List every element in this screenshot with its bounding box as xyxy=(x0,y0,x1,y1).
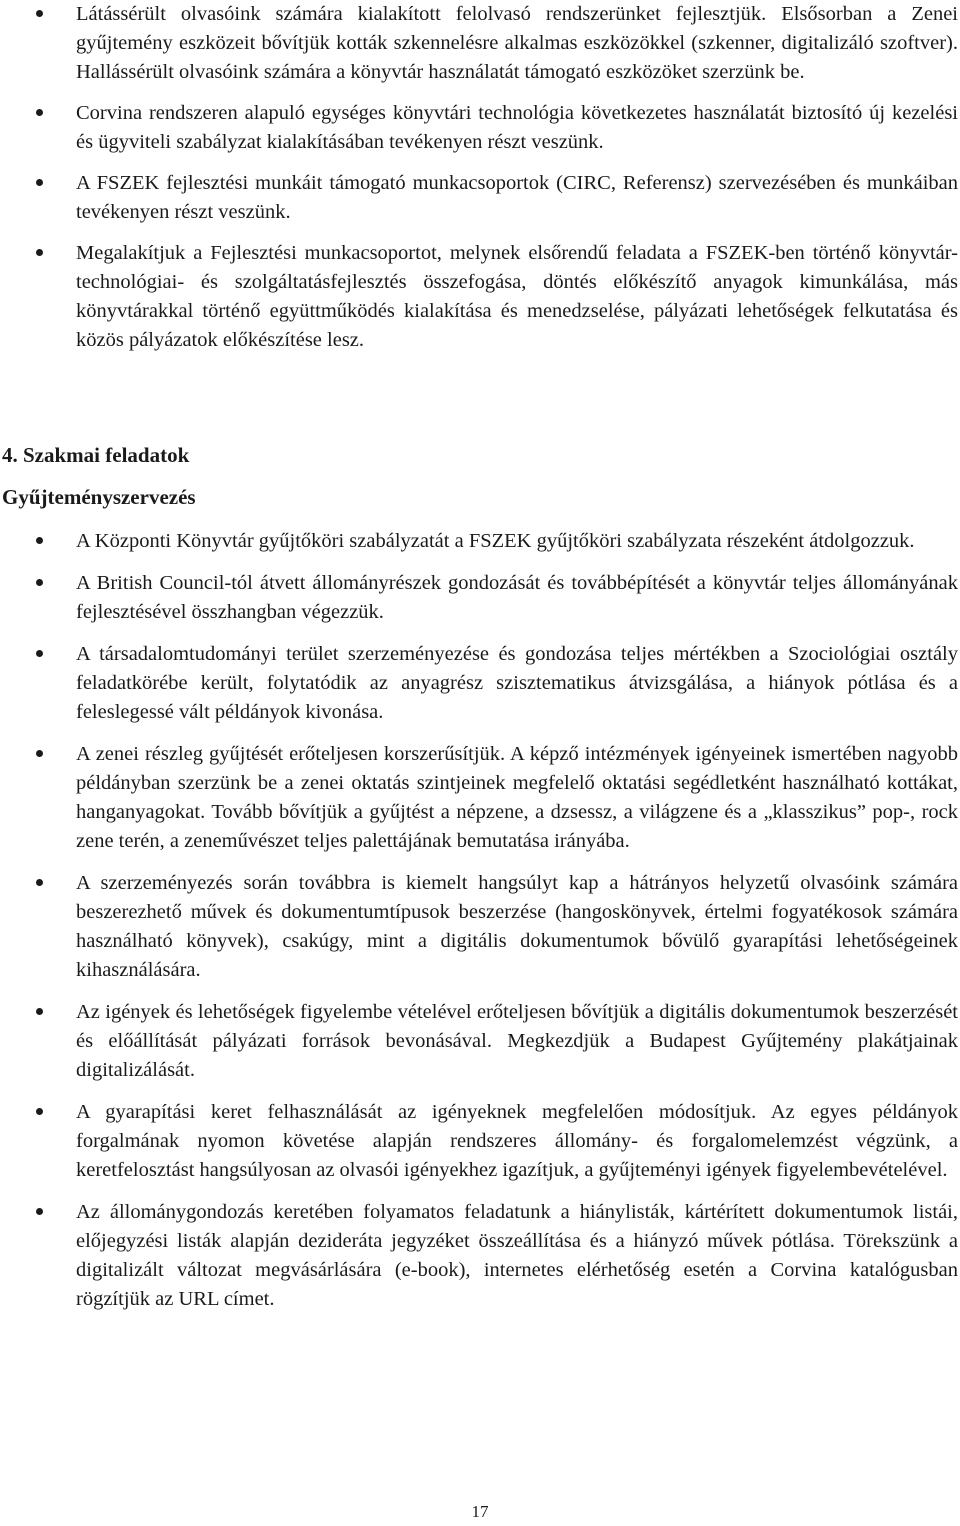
list-item-text: A társadalomtudományi terület szerzeményezése és gondozása teljes mértékben a Szociológiai osztály feladatkörébe került, folytatódik az anyagrész szisztematikus átvizsgálása, a hiányok pótlása és a feleslegessé vált példányok kivonása. xyxy=(76,643,958,723)
list-item-text: A FSZEK fejlesztési munkáit támogató munkacsoportok (CIRC, Referensz) szervezésében és munkáiban tevékenyen részt veszünk. xyxy=(76,172,958,223)
list-item-text: A szerzeményezés során továbbra is kiemelt hangsúlyt kap a hátrányos helyzetű olvasóink számára beszerezhető művek és dokumentumtípusok beszerzése (hangoskönyvek, értelmi fogyatékosok számára használható könyvek), csakúgy, mint a digitális dokumentumok bővülő gyarapítási lehetőségeinek kihasználására. xyxy=(76,872,958,981)
list-item xyxy=(0,740,960,856)
list-item-text: Corvina rendszeren alapuló egységes könyvtári technológia következetes használatát biztosító új kezelési és ügyviteli szabályzat kialakításában tevékenyen részt veszünk. xyxy=(76,102,958,153)
subsection-heading: Gyűjteményszervezés xyxy=(2,485,196,509)
list-item-text: A zenei részleg gyűjtését erőteljesen korszerűsítjük. A képző intézmények igényeinek ismertében nagyobb példányban szerzünk be a zenei oktatás szintjeinek megfelelő oktatási segédletként használható kottákat, hanganyagokat. Tovább bővítjük a gyűjtést a népzene, a dzsessz, a világzene és a „klasszikus” pop-, rock zene terén, a zeneművészet teljes palettájának bemutatása irányába. xyxy=(76,743,958,852)
bullet-icon xyxy=(36,249,43,256)
list-item xyxy=(0,869,960,985)
list-item xyxy=(0,998,960,1085)
bullet-icon xyxy=(36,1108,43,1115)
page-number: 17 xyxy=(471,1502,489,1521)
list-item xyxy=(0,0,960,87)
bullet-list-collection xyxy=(0,527,960,1314)
list-item-text: Az állománygondozás keretében folyamatos feladatunk a hiánylisták, kártérített dokumentumok listái, előjegyzési listák alapján dezideráta jegyzéket összeállítása és a hiányzó művek pótlása. Törekszünk a digitalizált változat megvásárlására (e-book), internetes elérhetőség esetén a Corvina katalógusban rögzítjük az URL címet. xyxy=(76,1201,958,1310)
list-item xyxy=(0,169,960,227)
list-item-text: A Központi Könyvtár gyűjtőköri szabályzatát a FSZEK gyűjtőköri szabályzata részeként átdolgozzuk. xyxy=(76,530,915,552)
bullet-icon xyxy=(36,879,43,886)
list-item-text: Látássérült olvasóink számára kialakított felolvasó rendszerünket fejlesztjük. Elsősorban a Zenei gyűjtemény eszközeit bővítjük kották szkennelésre alkalmas eszközökkel (szkenner, digitalizáló szoftver). Hallássérült olvasóink számára a könyvtár használatát támogató eszközöket szerzünk be. xyxy=(76,3,958,83)
list-item-text: Az igények és lehetőségek figyelembe vételével erőteljesen bővítjük a digitális dokumentumok beszerzését és előállítását pályázati források bevonásával. Megkezdjük a Budapest Gyűjtemény plakátjainak digitalizálását. xyxy=(76,1001,958,1081)
bullet-icon xyxy=(36,10,43,17)
list-item xyxy=(0,239,960,355)
list-item xyxy=(0,527,960,556)
bullet-icon xyxy=(36,750,43,757)
bullet-icon xyxy=(36,579,43,586)
list-item xyxy=(0,1198,960,1314)
bullet-icon xyxy=(36,179,43,186)
list-item xyxy=(0,1098,960,1185)
section-heading: 4. Szakmai feladatok xyxy=(2,443,190,467)
bullet-icon xyxy=(36,1008,43,1015)
list-item-text: A British Council-tól átvett állományrészek gondozását és továbbépítését a könyvtár teljes állományának fejlesztésével összhangban végezzük. xyxy=(76,572,958,623)
bullet-icon xyxy=(36,109,43,116)
list-item xyxy=(0,569,960,627)
list-item-text: Megalakítjuk a Fejlesztési munkacsoportot, melynek elsőrendű feladata a FSZEK-ben történő könyvtár-technológiai- és szolgáltatásfejlesztés összefogása, döntés előkészítő anyagok kimunkálása, más könyvtárakkal történő együttműködés kialakítása és menedzselése, pályázati lehetőségek felkutatása és közös pályázatok előkészítése lesz. xyxy=(76,242,958,351)
bullet-list-development xyxy=(0,0,960,355)
list-item xyxy=(0,99,960,157)
list-item xyxy=(0,640,960,727)
bullet-icon xyxy=(36,537,43,544)
list-item-text: A gyarapítási keret felhasználását az igényeknek megfelelően módosítjuk. Az egyes példányok forgalmának nyomon követése alapján rendszeres állomány- és forgalomelemzést végzünk, a keretfelosztást hangsúlyosan az olvasói igényekhez igazítjuk, a gyűjteményi igények figyelembevételével. xyxy=(76,1101,958,1181)
bullet-icon xyxy=(36,650,43,657)
bullet-icon xyxy=(36,1208,43,1215)
